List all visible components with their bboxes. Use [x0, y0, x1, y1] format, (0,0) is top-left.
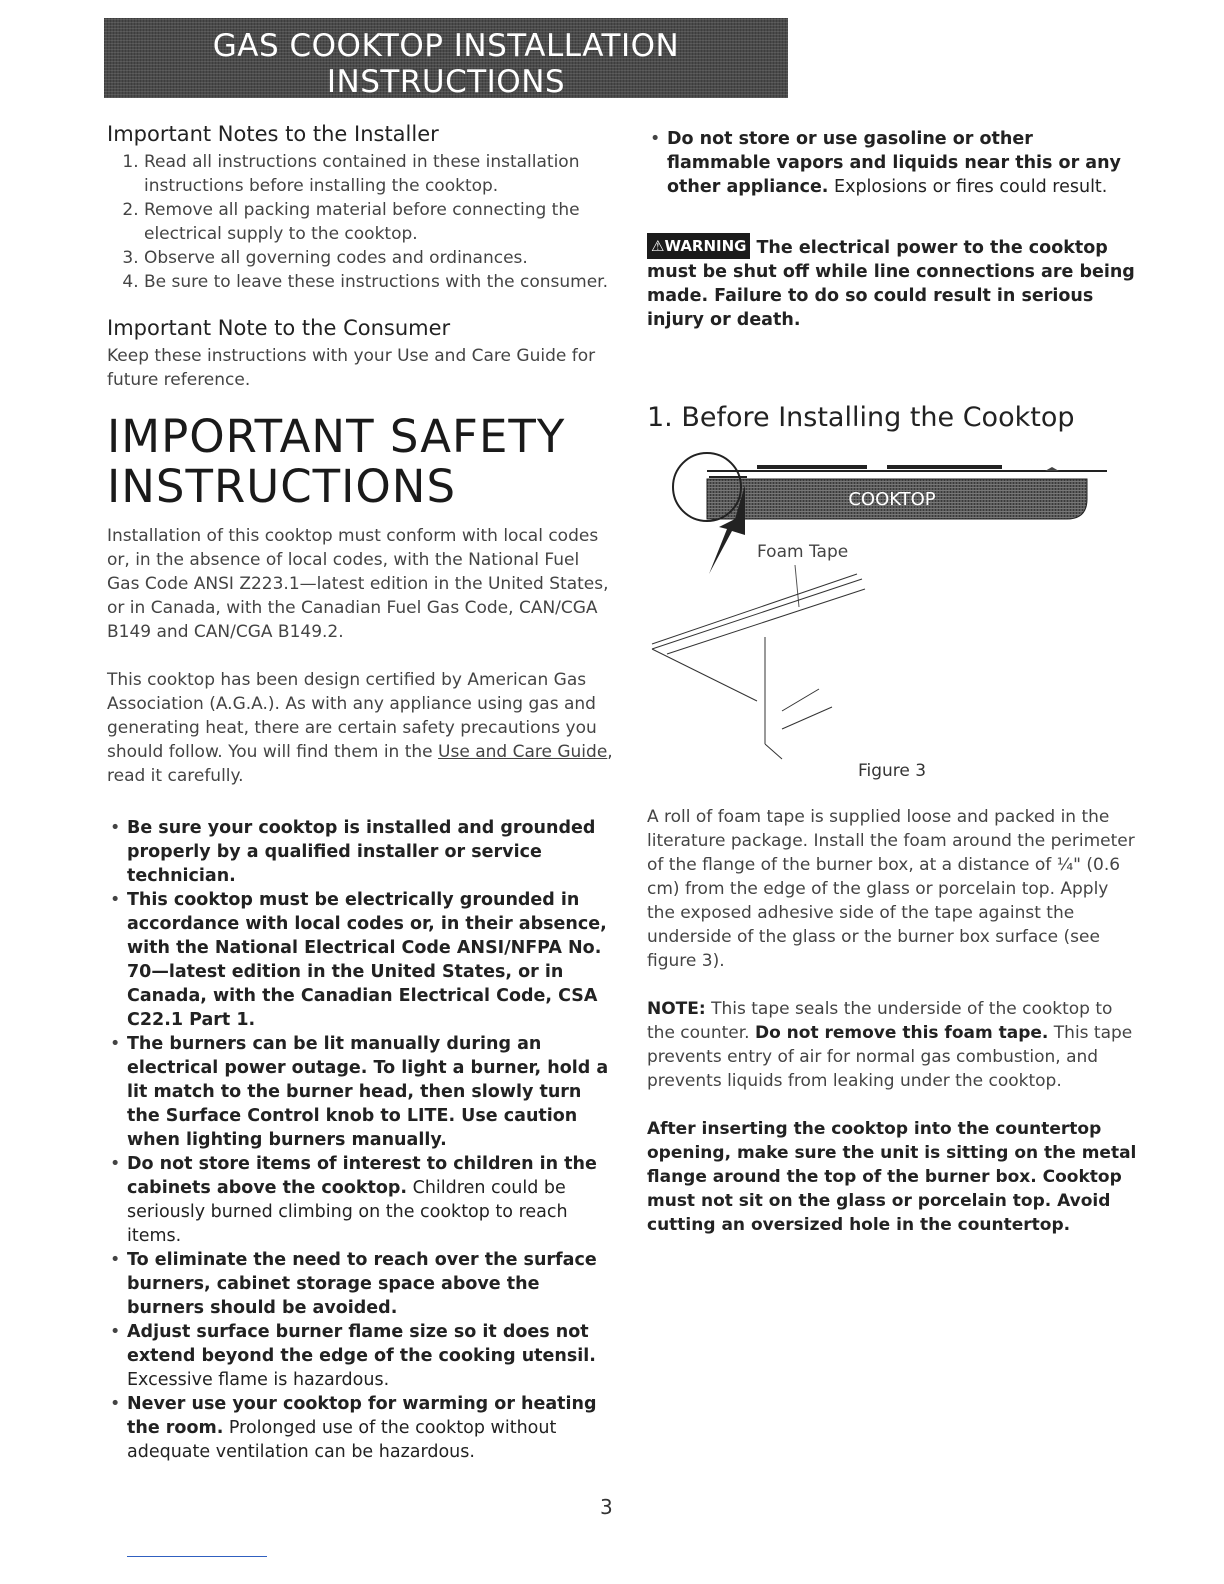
safety-para1: Installation of this cooktop must conform with local codes or, in the absence of local codes, with the National Fuel Gas Code ANSI Z223.1—latest edition in the United States, or in Canada, with the Canadian Fuel Gas Code, CAN/CGA B149 and CAN/CGA B149.2. — [107, 526, 609, 642]
installer-list — [107, 150, 617, 294]
warning-text: The electrical power to the cooktop must be shut off while line connections are being made. Failure to do so could result in serious injury or death. — [647, 238, 1135, 330]
bullet-normal: Prolonged use of the cooktop without adequate ventilation can be hazardous. — [127, 1418, 557, 1462]
counter-section — [652, 574, 865, 759]
note-text-a: This tape seals the underside of the cooktop to the counter. — [647, 999, 1113, 1043]
safety-bullet — [127, 816, 617, 888]
figure-caption: Figure 3 — [857, 761, 927, 781]
footer-line — [127, 1556, 267, 1557]
page-number: 3 — [600, 1495, 613, 1519]
consumer-heading: Important Note to the Consumer — [107, 316, 451, 340]
use-and-care-guide-link: Use and Care Guide — [438, 742, 608, 762]
note-bold: Do not remove this foam tape. — [754, 1023, 1049, 1043]
bullet-bold: The burners can be lit manually during an electrical power outage. To light a burner, hold a lit match to the burner head, then slowly turn the Surface Control knob to LITE. Use caution when lighting burners manually. — [127, 1034, 609, 1150]
safety-bullet — [127, 1320, 617, 1392]
note-paragraph — [647, 997, 1137, 1093]
bullet-normal: Excessive flame is hazardous. — [127, 1370, 390, 1390]
safety-para2-b: , read it carefully. — [107, 742, 613, 786]
safety-bullets — [107, 816, 617, 1464]
title-banner — [104, 18, 788, 125]
bullet-bold: This cooktop must be electrically grounded in accordance with local codes or, in their absence, with the National Electrical Code ANSI/NFPA No. 70—latest edition in the United States, or in Canada, with the Canadian Electrical Code, CSA C22.1 Part 1. — [127, 890, 607, 1030]
gas-bullet-normal: Explosions or fires could result. — [828, 177, 1108, 197]
cooktop-label: COOKTOP — [848, 489, 936, 510]
bullet-bold: To eliminate the need to reach over the surface burners, cabinet storage space above the burners should be avoided. — [127, 1250, 597, 1318]
bullet-bold: Never use your cooktop for warming or heating the room. — [127, 1394, 597, 1438]
warning-badge: ⚠WARNING — [647, 233, 750, 259]
note-label: NOTE: — [647, 999, 706, 1019]
installer-heading: Important Notes to the Installer — [107, 122, 439, 146]
installer-item: 1. Read all instructions contained in these installation instructions before installing the cooktop. — [144, 150, 617, 198]
safety-bullet — [127, 1152, 617, 1248]
bullet-normal: Children could be seriously burned climbing on the cooktop to reach items. — [127, 1178, 568, 1246]
bullet-bold: Do not store items of interest to children in the cabinets above the cooktop. — [127, 1154, 597, 1198]
safety-para2 — [107, 668, 617, 788]
installer-item: 3. Observe all governing codes and ordinances. — [144, 246, 617, 270]
safety-bullet — [127, 888, 617, 1032]
safety-title — [107, 412, 617, 512]
note-text-b: This tape prevents entry of air for normal gas combustion, and prevents liquids from leaking under the cooktop. — [647, 1023, 1133, 1091]
safety-bullet — [127, 1248, 617, 1320]
foam-tape-label: Foam Tape — [757, 542, 849, 562]
installer-item: 4. Be sure to leave these instructions with the consumer. — [144, 270, 617, 294]
gas-warning-bullet — [647, 127, 1137, 199]
figure-3 — [647, 439, 1137, 759]
left-column — [107, 122, 617, 1464]
consumer-text: Keep these instructions with your Use and Care Guide for future reference. — [107, 346, 596, 390]
banner-title: GAS COOKTOP INSTALLATION INSTRUCTIONS — [212, 28, 680, 100]
safety-title-line2: INSTRUCTIONS — [107, 460, 457, 513]
bullet-bold: Be sure your cooktop is installed and grounded properly by a qualified installer or service technician. — [127, 818, 596, 886]
safety-bullet — [127, 1032, 617, 1152]
warning-triangle-icon — [1045, 467, 1059, 471]
safety-para2-a: This cooktop has been design certified by American Gas Association (A.G.A.). As with any appliance using gas and generating heat, there are certain safety precautions you should follow. You will find them in the — [107, 670, 597, 762]
cooktop-diagram — [647, 439, 1137, 759]
final-instruction: After inserting the cooktop into the countertop opening, make sure the unit is sitting on the metal flange around the top of the burner box. Cooktop must not sit on the glass or porcelain top. Avoid cutting an oversized hole in the countertop. — [647, 1119, 1137, 1235]
safety-title-line1: IMPORTANT SAFETY — [107, 410, 566, 463]
gas-bullet — [667, 127, 1137, 199]
right-column — [647, 127, 1137, 1237]
bullet-bold: Adjust surface burner flame size so it does not extend beyond the edge of the cooking utensil. — [127, 1322, 596, 1366]
foam-tape-paragraph: A roll of foam tape is supplied loose and packed in the literature package. Install the foam around the perimeter of the flange of the burner box, at a distance of ¼" (0.6 cm) from the edge of the glass or porcelain top. Apply the exposed adhesive side of the tape against the underside of the glass or the burner box surface (see figure 3). — [647, 807, 1135, 971]
banner-subtitle: (Models with Optional Electric Built-In Oven Combination) — [172, 103, 720, 125]
installer-item: 2. Remove all packing material before connecting the electrical supply to the cooktop. — [144, 198, 617, 246]
section-heading: 1. Before Installing the Cooktop — [647, 402, 1075, 433]
safety-bullet — [127, 1392, 617, 1464]
gas-bullet-bold: Do not store or use gasoline or other flammable vapors and liquids near this or any other appliance. — [667, 129, 1121, 197]
warning-block — [647, 233, 1137, 332]
